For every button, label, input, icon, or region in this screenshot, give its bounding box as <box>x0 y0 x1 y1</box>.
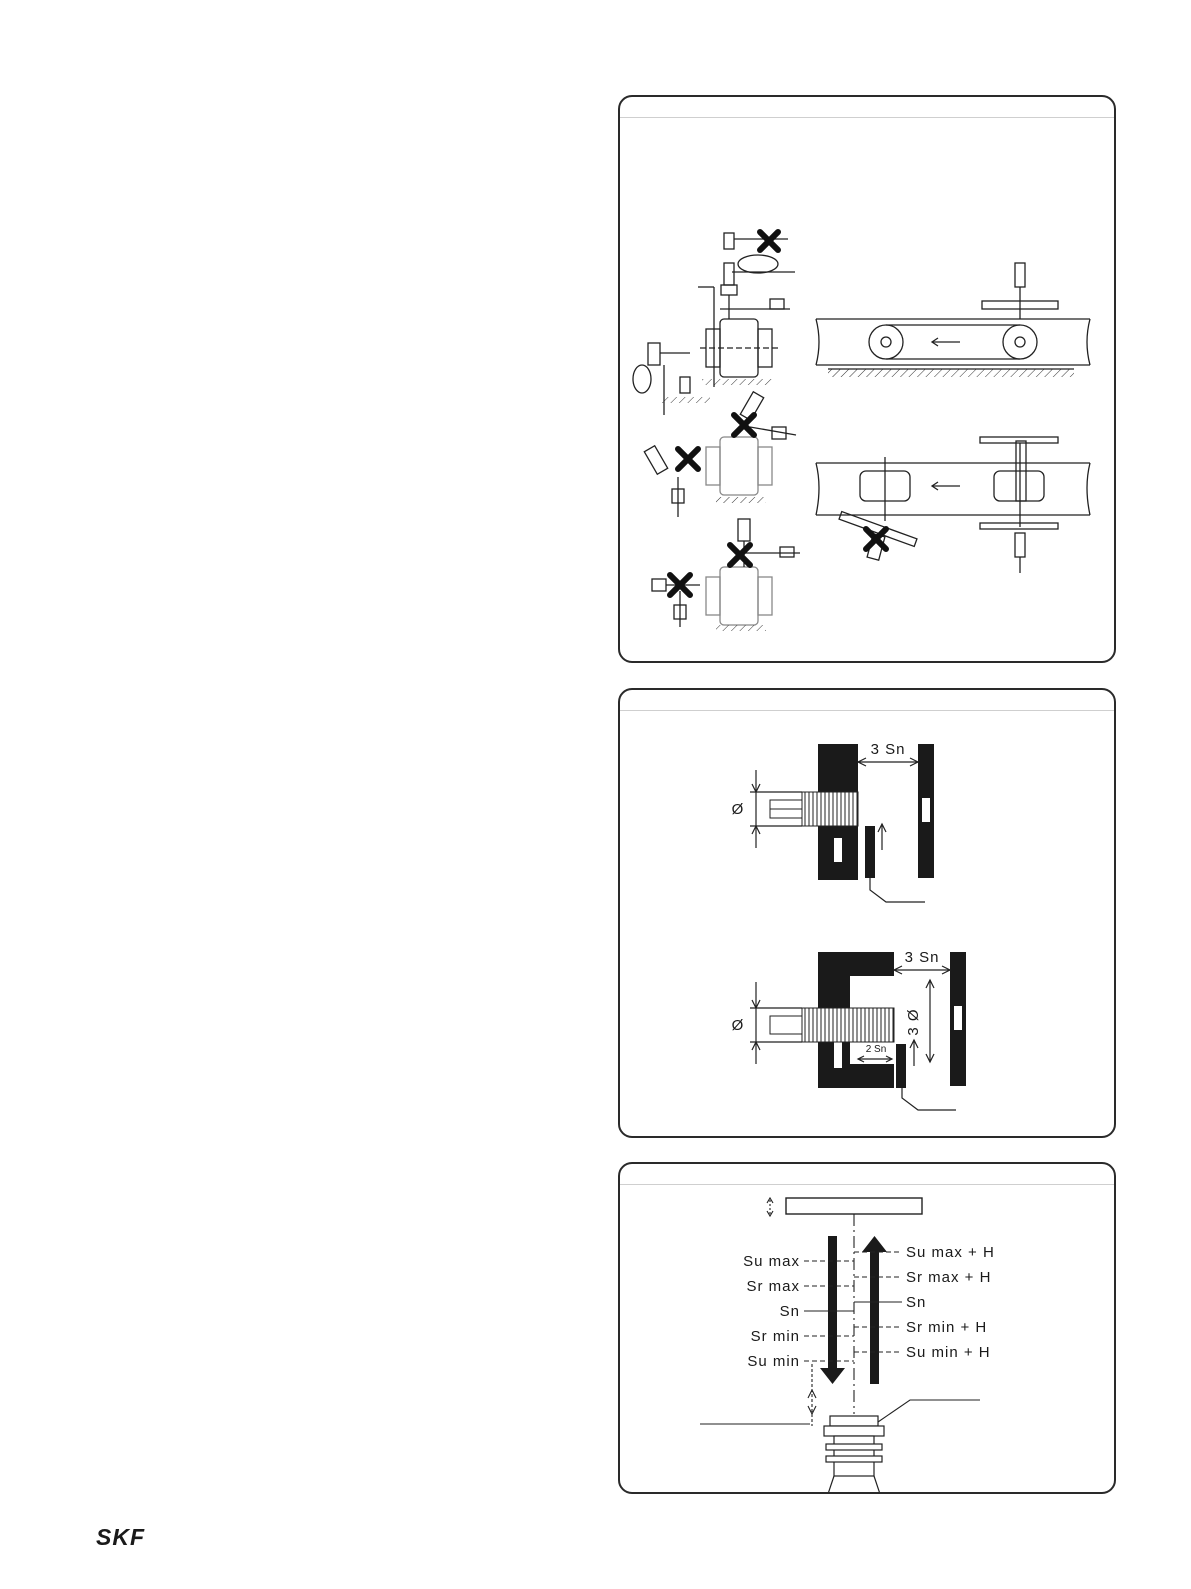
release-arrow <box>870 1250 879 1384</box>
roller-assembly-correct <box>633 233 795 415</box>
clearance-diagram-flush <box>732 741 934 902</box>
cross-icon <box>734 415 754 435</box>
clearance-figure-panel <box>618 688 1116 1138</box>
left-threshold-labels <box>743 1253 800 1370</box>
chain-conveyor-top-view <box>816 437 1090 573</box>
label-sn: Sn <box>779 1303 800 1320</box>
label-su-max-h: Su max + H <box>906 1244 995 1261</box>
label-su-min-h: Su min + H <box>906 1344 991 1361</box>
height-label: 3 Ø <box>905 1008 922 1036</box>
proximity-sensor <box>824 1416 884 1494</box>
cross-icon <box>730 545 750 565</box>
inner-gap-label: 2 Sn <box>865 1044 887 1055</box>
target-plate <box>786 1198 922 1214</box>
gap-label: 3 Sn <box>904 949 940 966</box>
right-threshold-labels <box>906 1244 995 1361</box>
label-sr-min: Sr min <box>750 1328 800 1345</box>
mounting-figure-panel <box>618 95 1116 663</box>
label-sr-max-h: Sr max + H <box>906 1269 992 1286</box>
switching-distance-diagram <box>620 1164 1116 1494</box>
label-su-min: Su min <box>747 1353 800 1370</box>
chain-conveyor-side-view <box>816 263 1090 377</box>
approach-arrow <box>828 1236 837 1370</box>
cross-icon <box>678 449 698 469</box>
label-sr-min-h: Sr min + H <box>906 1319 988 1336</box>
gap-label: 3 Sn <box>870 741 906 758</box>
clearance-figure <box>620 690 1116 1138</box>
roller-assembly-incorrect-1 <box>644 392 796 517</box>
diameter-label: Ø <box>731 1017 745 1034</box>
diameter-label: Ø <box>731 801 745 818</box>
mounting-figure <box>620 97 1116 663</box>
label-sr-max: Sr max <box>746 1278 800 1295</box>
label-sn-right: Sn <box>906 1294 927 1311</box>
brand-logo: SKF <box>96 1524 145 1550</box>
label-su-max: Su max <box>743 1253 800 1270</box>
clearance-diagram-recessed <box>732 949 966 1110</box>
switching-distance-panel <box>618 1162 1116 1494</box>
cross-icon <box>760 232 778 250</box>
